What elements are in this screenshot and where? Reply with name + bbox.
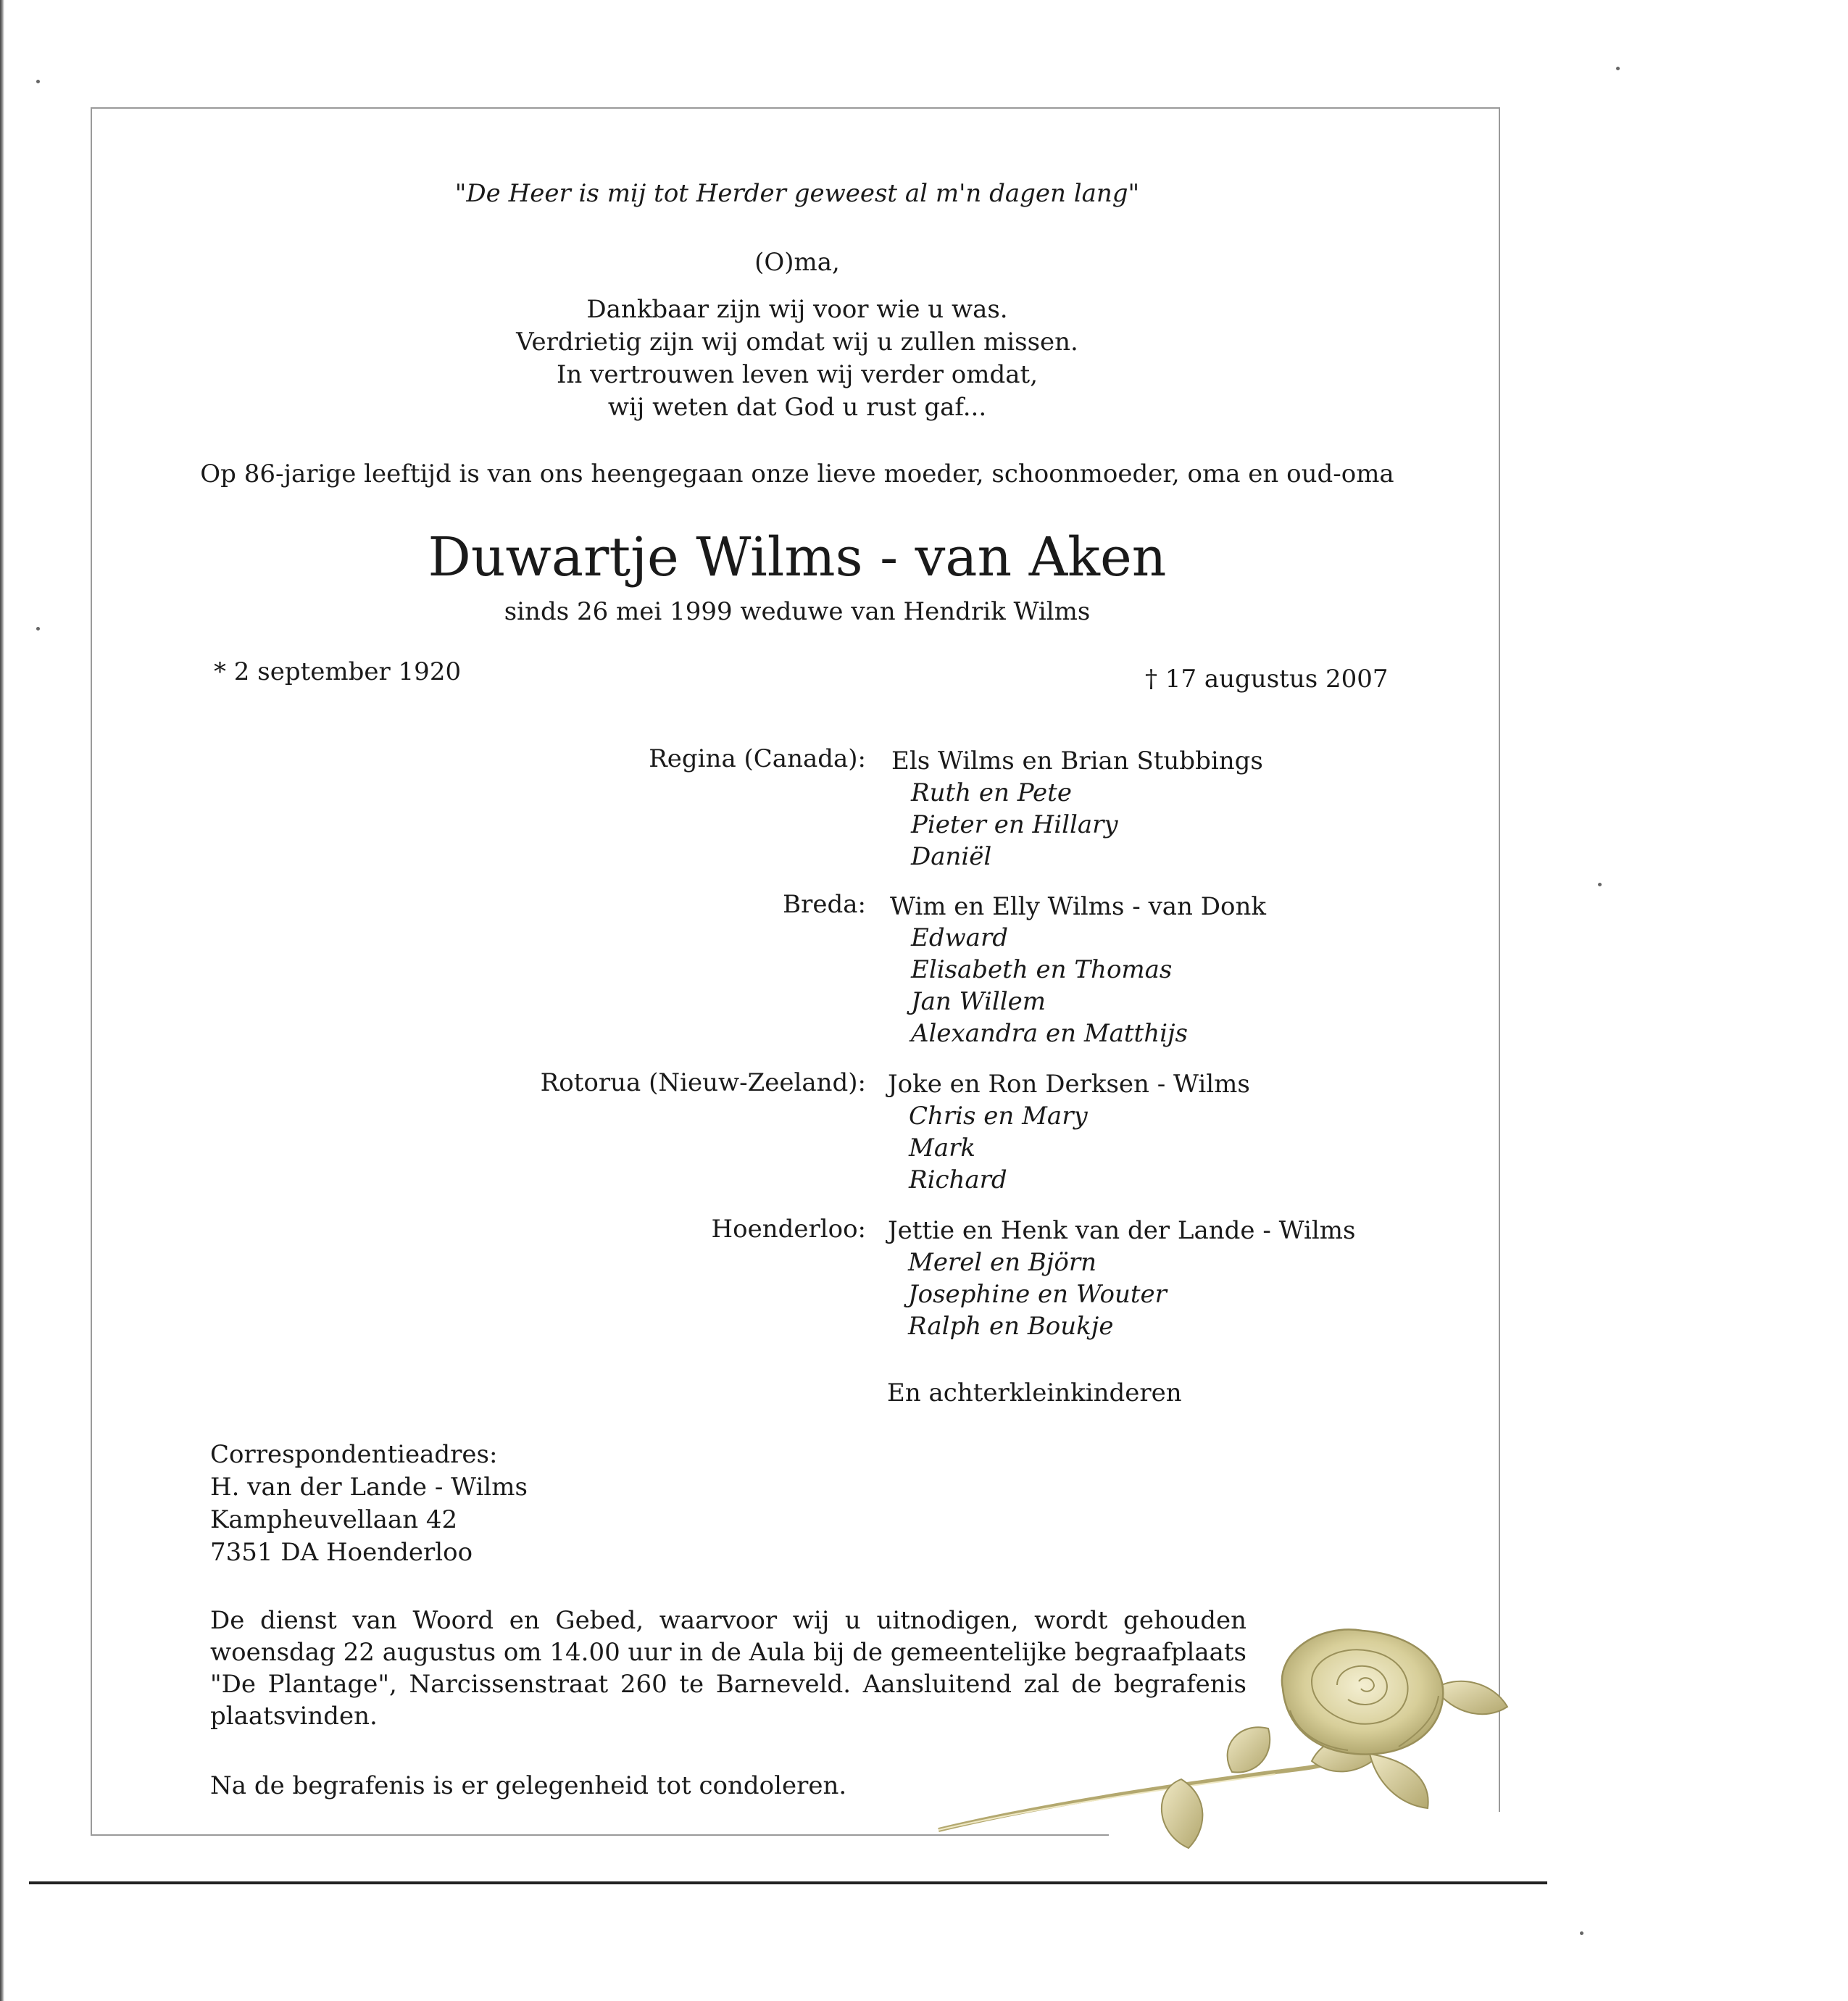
family-place: Regina (Canada): xyxy=(649,744,866,773)
family-child: Edward xyxy=(911,923,1008,952)
family-parents: Els Wilms en Brian Stubbings xyxy=(891,746,1263,775)
condolence-text: Na de begrafenis is er gelegenheid tot condoleren. xyxy=(210,1771,847,1800)
correspondence-label: Correspondentieadres: xyxy=(210,1440,498,1469)
rose-head xyxy=(1282,1629,1443,1754)
rose-leaf xyxy=(1228,1727,1270,1772)
family-child: Richard xyxy=(909,1165,1007,1194)
rose-leaf xyxy=(1162,1779,1203,1848)
family-parents: Wim en Elly Wilms - van Donk xyxy=(890,892,1266,921)
rose-stem xyxy=(938,1763,1330,1830)
family-parents: Jettie en Henk van der Lande - Wilms xyxy=(888,1216,1356,1245)
poem-line-2: Verdrietig zijn wij omdat wij u zullen missen. xyxy=(516,328,1078,357)
rose-illustration xyxy=(935,1623,1515,1863)
deceased-name: Duwartje Wilms - van Aken xyxy=(428,526,1167,588)
birth-date: * 2 september 1920 xyxy=(214,657,462,686)
family-child: Elisabeth en Thomas xyxy=(911,955,1173,984)
family-child: Daniël xyxy=(911,842,992,871)
rose-leaf xyxy=(1435,1681,1507,1714)
deceased-subtitle: sinds 26 mei 1999 weduwe van Hendrik Wilms xyxy=(504,597,1091,626)
family-child: Pieter en Hillary xyxy=(911,810,1118,839)
poem-line-3: In vertrouwen leven wij verder omdat, xyxy=(556,360,1039,389)
scan-speck xyxy=(1616,67,1620,70)
family-place: Rotorua (Nieuw-Zeeland): xyxy=(540,1068,866,1097)
family-child: Alexandra en Matthijs xyxy=(911,1019,1188,1048)
scan-speck xyxy=(36,80,40,83)
scan-bottom-line xyxy=(29,1881,1547,1884)
correspondence-name: H. van der Lande - Wilms xyxy=(210,1473,528,1502)
family-child: Merel en Björn xyxy=(908,1248,1096,1277)
family-parents: Joke en Ron Derksen - Wilms xyxy=(888,1070,1250,1099)
poem-line-1: Dankbaar zijn wij voor wie u was. xyxy=(586,295,1008,324)
salutation: (O)ma, xyxy=(754,248,840,277)
family-child: Mark xyxy=(909,1133,975,1162)
death-date: † 17 augustus 2007 xyxy=(1145,665,1389,694)
family-place: Breda: xyxy=(783,890,866,919)
family-child: Ralph en Boukje xyxy=(908,1312,1114,1341)
family-place: Hoenderloo: xyxy=(711,1215,866,1244)
family-child: Jan Willem xyxy=(911,987,1046,1016)
correspondence-street: Kampheuvellaan 42 xyxy=(210,1505,458,1534)
bible-quote: "De Heer is mij tot Herder geweest al m'n dagen lang" xyxy=(454,179,1140,208)
scan-speck xyxy=(1580,1931,1583,1935)
correspondence-city: 7351 DA Hoenderloo xyxy=(210,1538,473,1567)
family-child: Josephine en Wouter xyxy=(908,1280,1167,1309)
family-child: Ruth en Pete xyxy=(911,778,1072,807)
scan-speck xyxy=(1598,883,1602,886)
great-grandchildren: En achterkleinkinderen xyxy=(887,1378,1182,1407)
rose-leaf xyxy=(1370,1754,1428,1808)
poem-line-4: wij weten dat God u rust gaf... xyxy=(607,393,987,422)
service-text: De dienst van Woord en Gebed, waarvoor wij u uitnodigen, wordt gehouden woensdag 22 augustus om 14.00 uur in de Aula bij de gemeentelijke begraafplaats "De Plantage", Narcissenstraat 260 te Barneveld. Aansluitend zal de begrafenis plaatsvinden. xyxy=(210,1606,1246,1731)
announcement: Op 86-jarige leeftijd is van ons heengegaan onze lieve moeder, schoonmoeder, oma en oud-oma xyxy=(200,459,1394,488)
family-child: Chris en Mary xyxy=(909,1102,1088,1131)
